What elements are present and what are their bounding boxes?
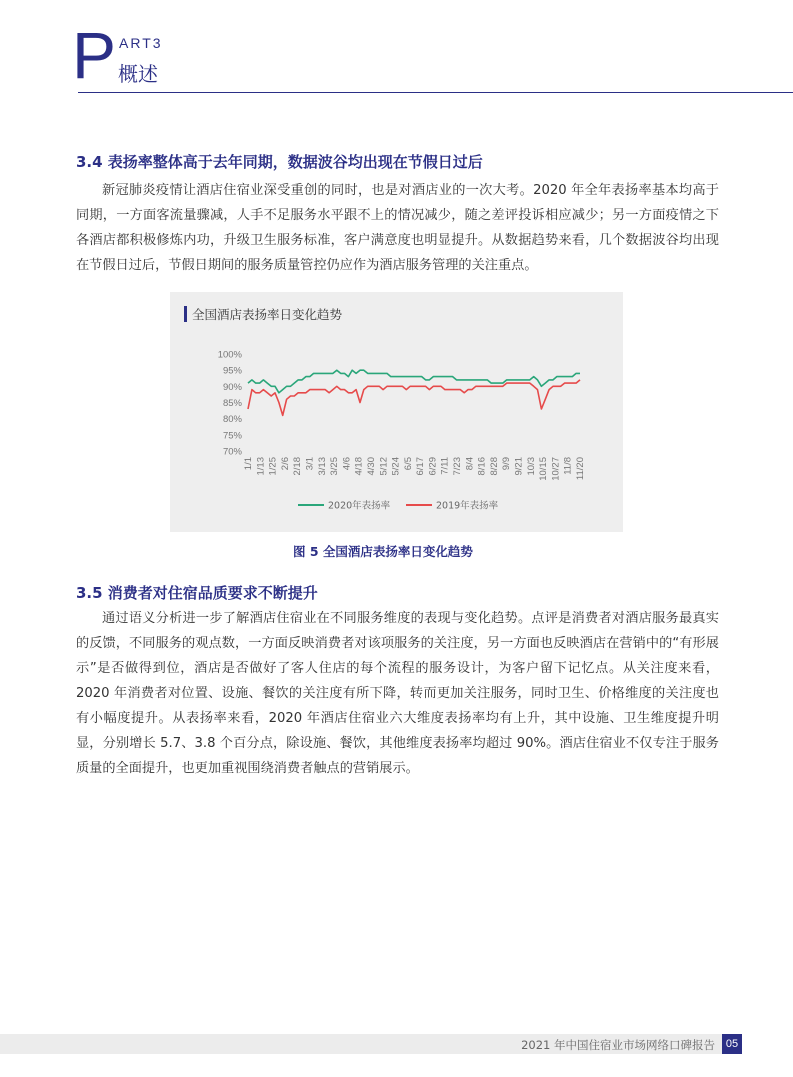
chart-panel bbox=[170, 292, 623, 532]
legend-label: 2020年表扬率 bbox=[328, 500, 391, 512]
x-tick-label: 11/8 bbox=[562, 457, 574, 475]
x-tick-label: 6/5 bbox=[402, 457, 414, 471]
y-tick-label: 70% bbox=[222, 446, 242, 458]
x-tick-label: 5/24 bbox=[390, 457, 402, 476]
header-divider bbox=[78, 92, 793, 93]
x-tick-label: 8/28 bbox=[488, 457, 500, 476]
x-tick-label: 7/11 bbox=[439, 457, 451, 475]
y-tick-label: 100% bbox=[217, 349, 242, 361]
line-chart bbox=[170, 292, 623, 532]
y-tick-label: 90% bbox=[222, 381, 242, 393]
series-line bbox=[248, 370, 580, 393]
x-tick-label: 9/9 bbox=[501, 457, 513, 471]
x-tick-label: 2/6 bbox=[279, 457, 291, 471]
x-tick-label: 10/15 bbox=[538, 457, 550, 481]
page-number: 05 bbox=[722, 1034, 742, 1054]
x-tick-label: 11/20 bbox=[575, 457, 586, 481]
x-tick-label: 2/18 bbox=[292, 457, 304, 476]
x-tick-label: 1/13 bbox=[255, 457, 267, 476]
x-tick-label: 10/27 bbox=[550, 457, 562, 481]
header-part-label: ART3 bbox=[119, 35, 163, 51]
x-tick-label: 5/12 bbox=[378, 457, 390, 476]
x-tick-label: 3/25 bbox=[329, 457, 341, 476]
x-tick-label: 4/30 bbox=[365, 457, 377, 476]
x-tick-label: 4/6 bbox=[341, 457, 353, 471]
x-tick-label: 6/29 bbox=[427, 457, 439, 476]
header-letter: P bbox=[72, 18, 117, 92]
section-3-4-title: 3.4 表扬率整体高于去年同期，数据波谷均出现在节假日过后 bbox=[76, 153, 483, 171]
section-3-5-title: 3.5 消费者对住宿品质要求不断提升 bbox=[76, 584, 318, 602]
y-tick-label: 95% bbox=[222, 365, 242, 377]
x-tick-label: 7/23 bbox=[452, 457, 464, 476]
y-tick-label: 80% bbox=[222, 414, 242, 426]
x-tick-label: 3/1 bbox=[304, 457, 316, 471]
x-tick-label: 8/4 bbox=[464, 457, 476, 471]
legend-label: 2019年表扬率 bbox=[436, 500, 499, 512]
x-tick-label: 10/3 bbox=[525, 457, 537, 476]
x-tick-label: 1/1 bbox=[243, 457, 254, 471]
series-line bbox=[248, 380, 580, 416]
figure-caption: 图 5 全国酒店表扬率日变化趋势 bbox=[293, 544, 473, 559]
y-tick-label: 75% bbox=[222, 430, 242, 442]
section-3-4-paragraph: 新冠肺炎疫情让酒店住宿业深受重创的同时，也是对酒店业的一次大考。2020 年全年表扬率基本均高于同期，一方面客流量骤减，人手不足服务水平跟不上的情况减少，随之差评投诉相应减少；另一方面疫情之下各酒店都积极修炼内功，升级卫生服务标准，客户满意度也明显提升。从数据趋势来看，几个数据波谷均出现在节假日过后，节假日期间的服务质量管控仍应作为酒店服务管理的关注重点。 bbox=[76, 183, 719, 273]
chart-title: 全国酒店表扬率日变化趋势 bbox=[192, 307, 343, 322]
header-title: 概述 bbox=[118, 62, 158, 86]
x-tick-label: 9/21 bbox=[513, 457, 525, 476]
x-tick-label: 1/25 bbox=[267, 457, 279, 476]
y-tick-label: 85% bbox=[222, 398, 242, 409]
x-tick-label: 3/13 bbox=[316, 457, 328, 476]
x-tick-label: 4/18 bbox=[353, 457, 365, 476]
section-3-5-paragraph: 通过语义分析进一步了解酒店住宿业在不同服务维度的表现与变化趋势。点评是消费者对酒店服务最真实的反馈，不同服务的观点数，一方面反映消费者对该项服务的关注度，另一方面也反映酒店在营销中的“有形展示”是否做得到位，酒店是否做好了客人住店的每个流程的服务设计，为客户留下记忆点。从关注度来看，2020 年消费者对位置、设施、餐饮的关注度有所下降，转而更加关注服务，同时卫生、价格维度的关注度也有小幅度提升。从表扬率来看，2020 年酒店住宿业六大维度表扬率均有上升，其中设施、卫生维度提升明显，分别增长 5.7、3.8 个百分点，除设施、餐饮，其他维度表扬率均超过 90%。酒店住宿业不仅专注于服务质量的全面提升，也更加重视围绕消费者触点的营销展示。 bbox=[76, 611, 719, 776]
x-tick-label: 8/16 bbox=[476, 457, 488, 476]
x-tick-label: 6/17 bbox=[415, 457, 427, 476]
footer-report-name: 2021 年中国住宿业市场网络口碑报告 bbox=[521, 1038, 715, 1052]
